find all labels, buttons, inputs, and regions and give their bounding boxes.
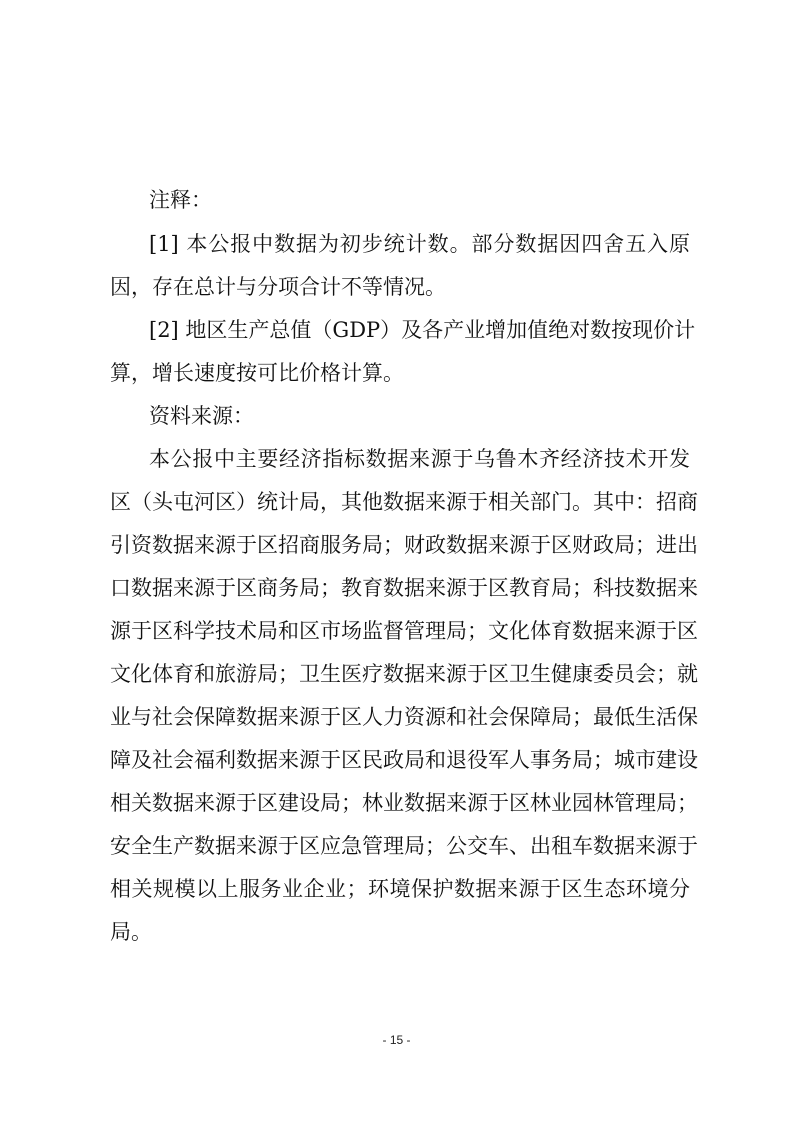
sources-heading: 资料来源： (149, 404, 254, 428)
page-number: - 15 - (382, 1033, 411, 1047)
note-2-line-1: [2] 地区生产总值（GDP）及各产业增加值绝对数按现价计 (149, 318, 696, 342)
sources-paragraph-line: 障及社会福利数据来源于区民政局和退役军人事务局；城市建设 (110, 748, 698, 772)
sources-paragraph-line: 局。 (110, 920, 152, 944)
sources-paragraph-line: 相关数据来源于区建设局；林业数据来源于区林业园林管理局； (110, 791, 698, 815)
sources-paragraph-line: 引资数据来源于区招商服务局；财政数据来源于区财政局；进出 (110, 533, 698, 557)
sources-paragraph-line: 相关规模以上服务业企业；环境保护数据来源于区生态环境分 (110, 877, 690, 901)
sources-paragraph-line: 本公报中主要经济指标数据来源于乌鲁木齐经济技术开发 (149, 447, 690, 471)
note-1-line-2: 因，存在总计与分项合计不等情况。 (110, 275, 446, 299)
sources-paragraph-line: 口数据来源于区商务局；教育数据来源于区教育局；科技数据来 (110, 576, 698, 600)
sources-paragraph-line: 业与社会保障数据来源于区人力资源和社会保障局；最低生活保 (110, 705, 698, 729)
note-2-line-2: 算，增长速度按可比价格计算。 (110, 361, 404, 385)
sources-paragraph-line: 安全生产数据来源于区应急管理局；公交车、出租车数据来源于 (110, 834, 698, 858)
sources-paragraph-line: 区（头屯河区）统计局，其他数据来源于相关部门。其中：招商 (110, 490, 698, 514)
note-1-line-1: [1] 本公报中数据为初步统计数。部分数据因四舍五入原 (149, 232, 690, 256)
sources-paragraph-line: 源于区科学技术局和区市场监督管理局；文化体育数据来源于区 (110, 619, 698, 643)
notes-heading: 注释： (149, 188, 212, 212)
sources-paragraph-line: 文化体育和旅游局；卫生医疗数据来源于区卫生健康委员会；就 (110, 662, 698, 686)
